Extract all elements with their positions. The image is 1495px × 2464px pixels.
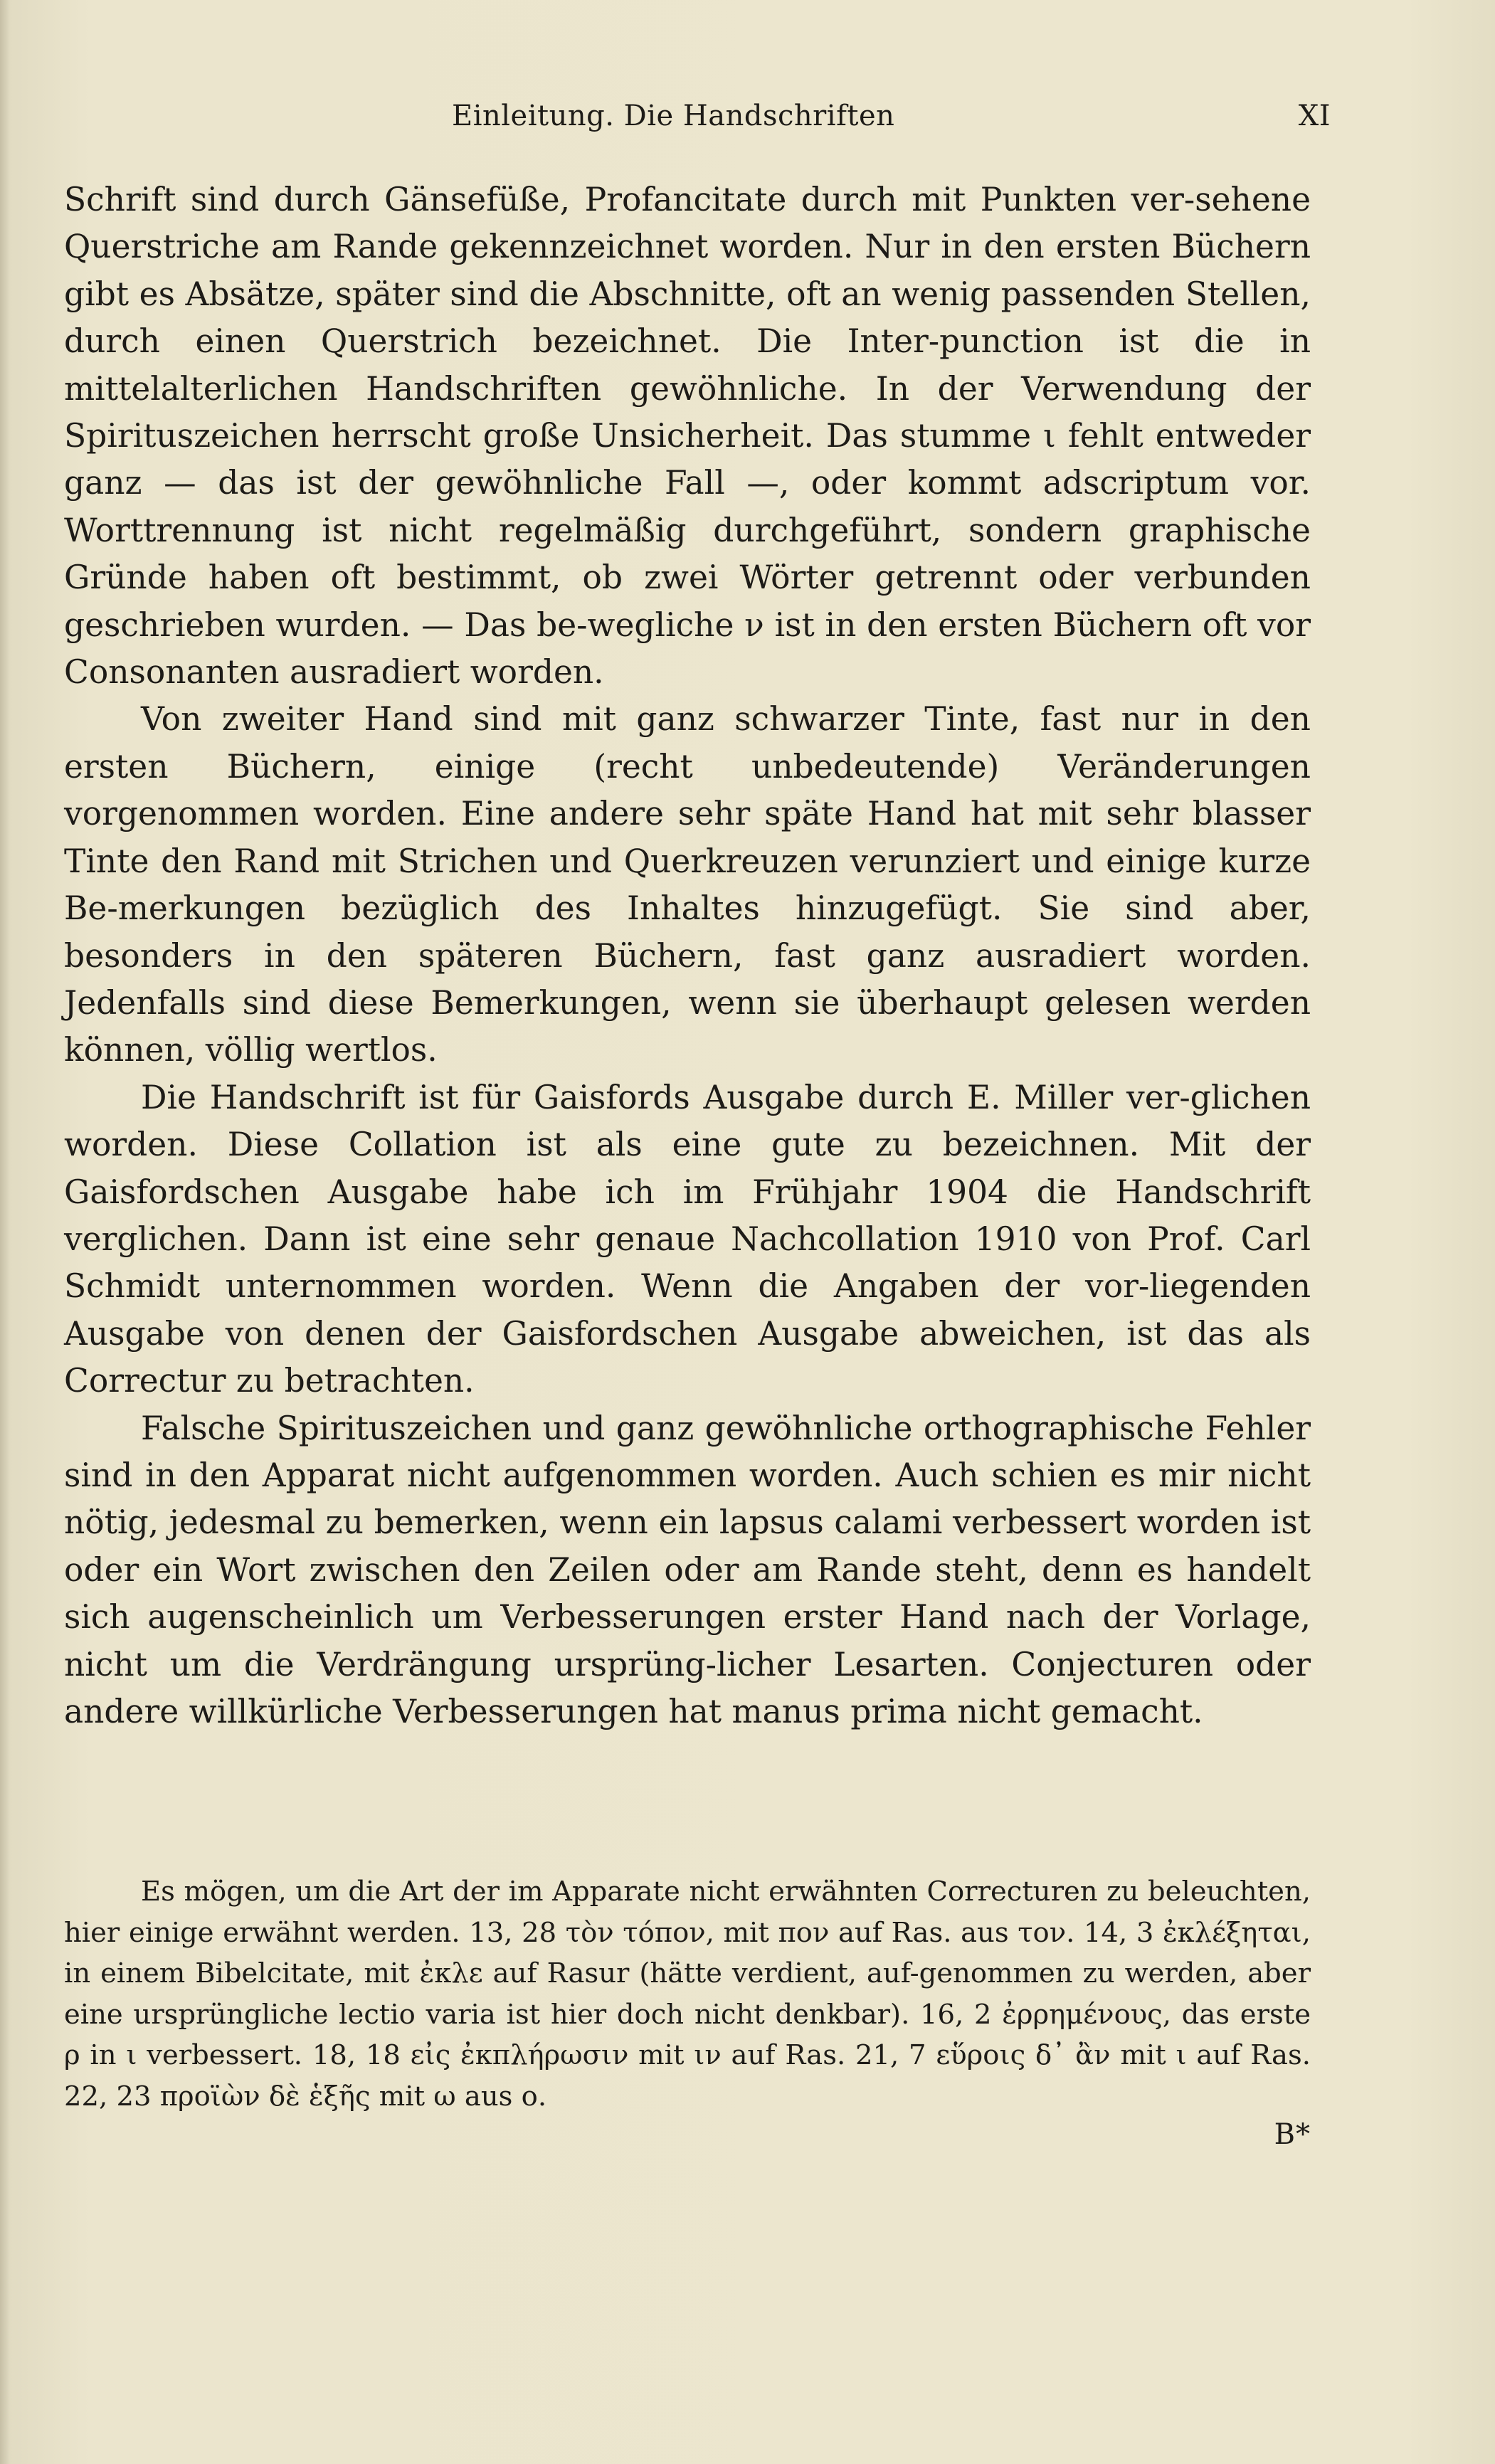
running-head: Einleitung. Die Handschriften [452, 100, 895, 132]
printer-signature: B* [1274, 2118, 1311, 2151]
paragraph-2: Von zweiter Hand sind mit ganz schwarzer Tinte, fast nur in den ersten Büchern, einige (recht unbedeutende) Veränderungen vorgenommen worden. Eine andere sehr späte Hand hat mit sehr blasser Tinte den Rand mit Strichen und Querkreuzen verunziert und einige kurze Be-merkungen bezüglich des Inhaltes hinzugefügt. Sie sind aber, besonders in den späteren Büchern, fast ganz ausradiert worden. Jedenfalls sind diese Bemerkungen, wenn sie überhaupt gelesen werden können, völlig wertlos. [64, 700, 1311, 1069]
page-header [64, 100, 1331, 142]
footnote-text: Es mögen, um die Art der im Apparate nicht erwähnten Correcturen zu beleuchten, hier einige erwähnt werden. 13, 28 τὸν τόπον, mit πον auf Ras. aus τον. 14, 3 ἐκλέξηται, in einem Bibelcitate, mit ἐκλε auf Rasur (hätte verdient, auf-genommen zu werden, aber eine ursprüngliche lectio varia ist hier doch nicht denkbar). 16, 2 ἐρρημένους, das erste ρ in ι verbessert. 18, 18 εἰς ἐκπλήρωσιν mit ιν auf Ras. 21, 7 εὕροις δ᾽ ἂν mit ι auf Ras. 22, 23 προϊὼν δὲ ἑξῆς mit ω aus ο. [64, 1876, 1311, 2113]
main-text [64, 176, 1311, 1735]
paragraph-3: Die Handschrift ist für Gaisfords Ausgabe durch E. Miller ver-glichen worden. Diese Collation ist als eine gute zu bezeichnen. Mit der Gaisfordschen Ausgabe habe ich im Frühjahr 1904 die Handschrift verglichen. Dann ist eine sehr genaue Nachcollation 1910 von Prof. Carl Schmidt unternommen worden. Wenn die Angaben der vor-liegenden Ausgabe von denen der Gaisfordschen Ausgabe abweichen, ist das als Correctur zu betrachten. [64, 1078, 1311, 1400]
binding-shadow [0, 0, 10, 2464]
page-number: XI [1298, 100, 1331, 132]
paragraph-1: Schrift sind durch Gänsefüße, Profancitate durch mit Punkten ver-sehene Querstriche am Rande gekennzeichnet worden. Nur in den ersten Büchern gibt es Absätze, später sind die Abschnitte, oft an wenig passenden Stellen, durch einen Querstrich bezeichnet. Die Inter-punction ist die in mittelalterlichen Handschriften gewöhnliche. In der Verwendung der Spirituszeichen herrscht große Unsicherheit. Das stumme ι fehlt entweder ganz — das ist der gewöhnliche Fall —, oder kommt adscriptum vor. Worttrennung ist nicht regelmäßig durchgeführt, sondern graphische Gründe haben oft bestimmt, ob zwei Wörter getrennt oder verbunden geschrieben wurden. — Das be-wegliche ν ist in den ersten Büchern oft vor Consonanten ausradiert worden. [64, 181, 1311, 692]
footnote [64, 1871, 1311, 2117]
paragraph-4: Falsche Spirituszeichen und ganz gewöhnliche orthographische Fehler sind in den Apparat nicht aufgenommen worden. Auch schien es mir nicht nötig, jedesmal zu bemerken, wenn ein lapsus calami verbessert worden ist oder ein Wort zwischen den Zeilen oder am Rande steht, denn es handelt sich augenscheinlich um Verbesserungen erster Hand nach der Vorlage, nicht um die Verdrängung ursprüng-licher Lesarten. Conjecturen oder andere willkürliche Verbesserungen hat manus prima nicht gemacht. [64, 1409, 1311, 1730]
